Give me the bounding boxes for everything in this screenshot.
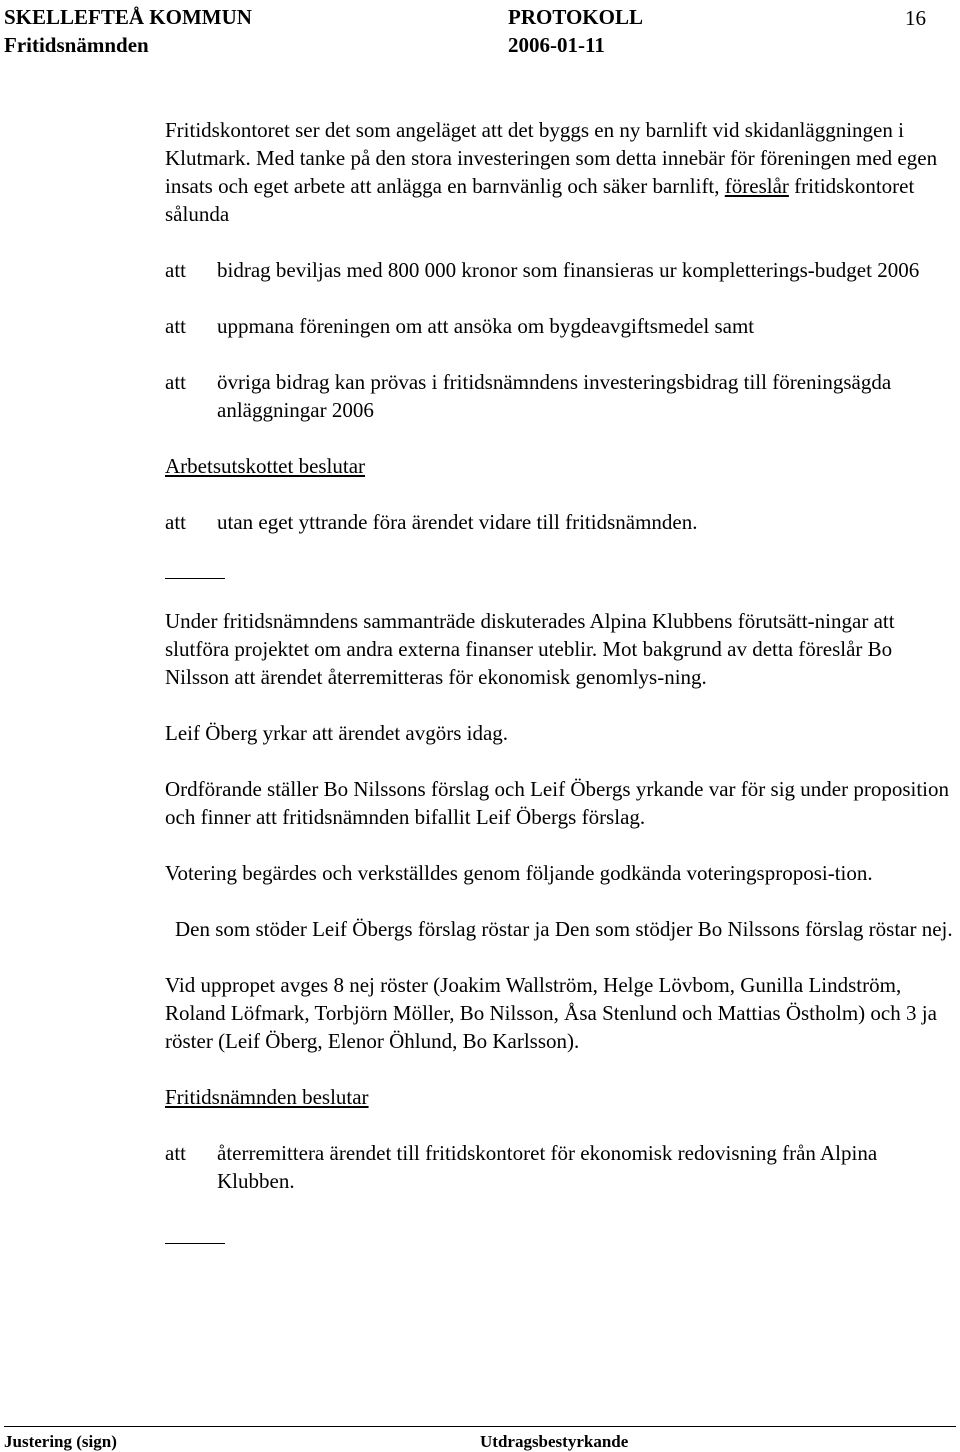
decision-item-text: återremittera ärendet till fritidskontoret för ekonomisk redovisning från Alpina Klubben. (217, 1141, 878, 1193)
proposal-item (165, 312, 955, 340)
document-body (165, 116, 955, 1244)
att-label: att (165, 258, 186, 282)
extract-label: Utdragsbestyrkande (480, 1432, 629, 1451)
section-heading-fn: Fritidsnämnden beslutar (165, 1085, 369, 1109)
decision-item (165, 1139, 955, 1195)
paragraph-motion: Leif Öberg yrkar att ärendet avgörs idag. (165, 721, 509, 745)
board-name: Fritidsnämnden (4, 33, 149, 57)
paragraph-intro (165, 116, 955, 228)
paragraph-vote: Votering begärdes och verkställdes genom följande godkända voteringsproposi-tion. (165, 861, 873, 885)
paragraph-vote-proposition: Den som stöder Leif Öbergs förslag röstar ja Den som stödjer Bo Nilssons förslag röstar nej. (175, 917, 953, 941)
att-label: att (165, 1141, 186, 1165)
underlined-word: föreslår (724, 174, 789, 198)
separator-line (165, 1243, 225, 1244)
proposal-item (165, 368, 955, 424)
att-label: att (165, 510, 186, 534)
meeting-date: 2006-01-11 (508, 33, 605, 57)
paragraph-vote-result: Vid uppropet avges 8 nej röster (Joakim Wallström, Helge Lövbom, Gunilla Lindström, Roland Löfmark, Torbjörn Möller, Bo Nilsson, Åsa Stenlund och Mattias Östholm) och 3 ja röster (Leif Öberg, Elenor Öhlund, Bo Karlsson). (165, 973, 937, 1053)
proposal-item (165, 256, 955, 284)
att-label: att (165, 314, 186, 338)
signature-label: Justering (sign) (4, 1432, 117, 1451)
organization-name: SKELLEFTEÅ KOMMUN (4, 5, 252, 29)
footer-line (4, 1426, 956, 1427)
paragraph-intro-text: Fritidskontoret ser det som angeläget att det byggs en ny barnlift vid skidanläggningen i Klutmark. Med tanke på den stora investeringen som detta innebär för föreningen med egen insats och eget arbete att anlägga en barnvänlig och säker barnlift, (165, 118, 938, 198)
decision-item (165, 508, 955, 536)
document-type: PROTOKOLL (508, 5, 643, 29)
page-footer (4, 1426, 956, 1451)
proposal-item-text: övriga bidrag kan prövas i fritidsnämndens investeringsbidrag till föreningsägda anläggningar 2006 (217, 370, 892, 422)
paragraph-proposition: Ordförande ställer Bo Nilssons förslag och Leif Öbergs yrkande var för sig under proposition och finner att fritidsnämnden bifallit Leif Öbergs förslag. (165, 777, 950, 829)
paragraph-discussion: Under fritidsnämndens sammanträde diskuterades Alpina Klubbens förutsätt-ningar att slutföra projektet om andra externa finanser uteblir. Mot bakgrund av detta föreslår Bo Nilsson att ärendet återremitteras för ekonomisk genomlys-ning. (165, 609, 895, 689)
section-heading-au: Arbetsutskottet beslutar (165, 454, 366, 478)
paragraph-intro-end: fritidskontoret sålunda (165, 174, 915, 226)
att-label: att (165, 370, 186, 394)
proposal-item-text: bidrag beviljas med 800 000 kronor som finansieras ur kompletterings-budget 2006 (217, 258, 920, 282)
decision-item-text: utan eget yttrande föra ärendet vidare till fritidsnämnden. (217, 510, 698, 534)
page-number: 16 (905, 6, 926, 30)
proposal-item-text: uppmana föreningen om att ansöka om bygdeavgiftsmedel samt (217, 314, 755, 338)
